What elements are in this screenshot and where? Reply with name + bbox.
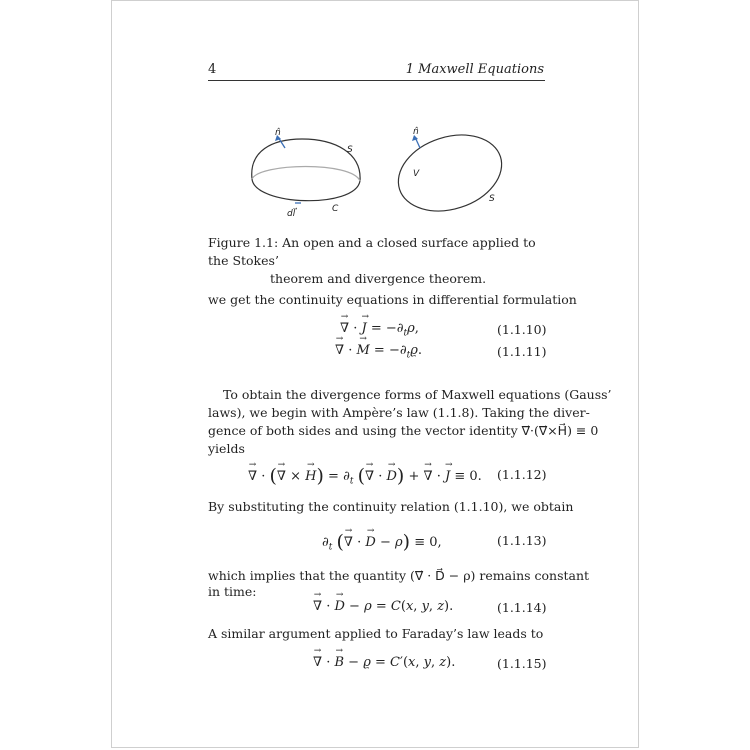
eqno-1-1-13: (1.1.13) <box>497 533 547 548</box>
page-number: 4 <box>208 62 217 77</box>
paragraph-implies-line-2: in time: <box>208 584 257 599</box>
dl-label: dl⃗ <box>287 209 296 219</box>
paragraph-substituting: By substituting the continuity relation (1.1.10), we obtain <box>208 499 574 514</box>
equation-1-1-10: ∇ → · J → = $-\partial_t\rho$, <box>340 321 419 339</box>
paragraph-continuity: we get the continuity equations in differential formulation <box>208 292 577 307</box>
caption-label: Figure 1.1: <box>208 235 279 250</box>
n-hat-right-label: n̂ <box>413 127 419 137</box>
caption-line-1: An open and a closed surface applied to the Stokes’ <box>208 235 536 268</box>
document-page <box>111 0 639 748</box>
equation-1-1-14: ∇ → · D → − ρ = C(x, y, z). <box>313 599 453 614</box>
closed-surface <box>388 122 511 221</box>
contour-label: C <box>332 204 339 214</box>
paragraph-implies-line-1: which implies that the quantity (∇⃗ · D⃗ − ρ) remains constant <box>208 568 590 583</box>
eqno-1-1-15: (1.1.15) <box>497 656 547 671</box>
paragraph-gauss-line-2: laws), we begin with Ampère’s law (1.1.8). Taking the diver- <box>208 405 590 420</box>
eqno-1-1-11: (1.1.11) <box>497 344 547 359</box>
eqno-1-1-12: (1.1.12) <box>497 467 547 482</box>
n-hat-left-label: n̂ <box>275 128 281 138</box>
open-surface-rim-front <box>252 179 360 201</box>
caption-line-2: theorem and divergence theorem. <box>270 271 487 286</box>
paragraph-gauss-line-4: yields <box>208 441 245 456</box>
open-surface-rim-back <box>252 167 360 182</box>
equation-1-1-12: ∇ → · (∇ → × H →) = $\partial_t$ (∇ → · D →) + ∇ → · J → ≡ 0. <box>248 465 482 487</box>
surface-left-label: S <box>347 145 353 155</box>
paragraph-gauss-line-1: To obtain the divergence forms of Maxwell equations (Gauss’ <box>223 387 612 402</box>
paragraph-gauss-line-3: gence of both sides and using the vector identity ∇⃗·(∇⃗×H⃗) ≡ 0 <box>208 423 599 438</box>
equation-1-1-11: ∇ → · M → = $-\partial_tϱ$. <box>335 343 422 361</box>
figure-caption <box>208 234 553 288</box>
equation-1-1-15: ∇ → · B → − ϱ = C′(x, y, z). <box>313 655 455 670</box>
header-rule <box>208 80 545 81</box>
running-title: 1 Maxwell Equations <box>405 62 544 77</box>
eqno-1-1-14: (1.1.14) <box>497 600 547 615</box>
paragraph-faraday: A similar argument applied to Faraday’s law leads to <box>208 626 544 641</box>
eqno-1-1-10: (1.1.10) <box>497 322 547 337</box>
figure-surfaces <box>237 121 537 221</box>
open-surface-dome <box>252 139 360 181</box>
surface-right-label: S <box>489 194 495 204</box>
volume-label: V <box>413 169 420 179</box>
equation-1-1-13: $\partial_t$ (∇ → · D → − ρ) ≡ 0, <box>322 531 442 553</box>
